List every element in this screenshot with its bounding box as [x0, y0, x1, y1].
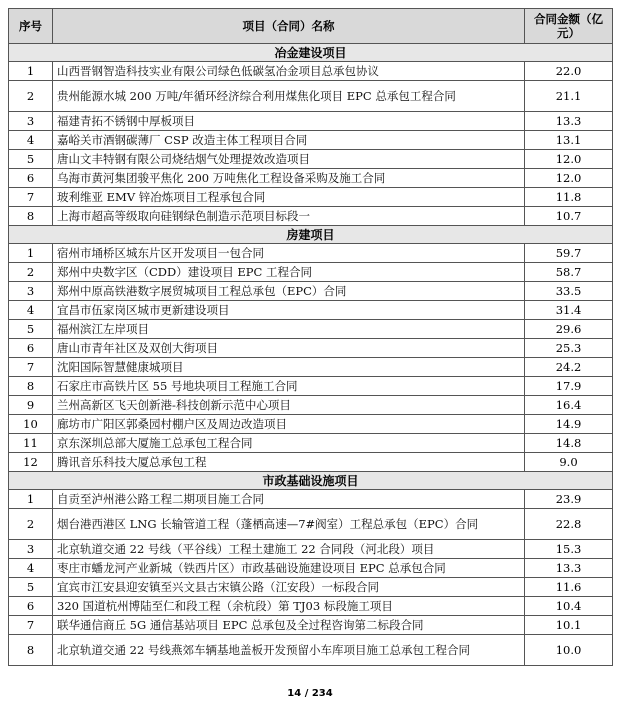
row-number: 9 [9, 396, 53, 415]
contract-amount: 13.1 [525, 131, 613, 150]
row-number: 6 [9, 339, 53, 358]
row-number: 8 [9, 207, 53, 226]
table-row [9, 358, 613, 377]
project-name: 乌海市黄河集团骏平焦化 200 万吨焦化工程设备采购及施工合同 [53, 169, 525, 188]
contract-amount: 24.2 [525, 358, 613, 377]
project-name: 廊坊市广阳区郭桑园村棚户区及周边改造项目 [53, 415, 525, 434]
contract-amount: 33.5 [525, 282, 613, 301]
table-row [9, 188, 613, 207]
contract-amount: 9.0 [525, 453, 613, 472]
contract-amount: 12.0 [525, 150, 613, 169]
row-number: 4 [9, 559, 53, 578]
contract-amount: 11.6 [525, 578, 613, 597]
table-row [9, 339, 613, 358]
project-name: 石家庄市高铁片区 55 号地块项目工程施工合同 [53, 377, 525, 396]
project-name: 嘉峪关市酒钢碳薄厂 CSP 改造主体工程项目合同 [53, 131, 525, 150]
contract-amount: 15.3 [525, 540, 613, 559]
table-row [9, 263, 613, 282]
table-row [9, 320, 613, 339]
section-title: 市政基础设施项目 [9, 472, 613, 490]
project-name: 自贡至泸州港公路工程二期项目施工合同 [53, 490, 525, 509]
contract-amount: 10.4 [525, 597, 613, 616]
project-name: 兰州高新区飞天创新港-科技创新示范中心项目 [53, 396, 525, 415]
contract-amount: 17.9 [525, 377, 613, 396]
row-number: 6 [9, 169, 53, 188]
contract-amount: 14.8 [525, 434, 613, 453]
contract-amount: 10.1 [525, 616, 613, 635]
project-name: 上海市超高等级取向硅钢绿色制造示范项目标段一 [53, 207, 525, 226]
table-row [9, 377, 613, 396]
table-row [9, 150, 613, 169]
table-row [9, 453, 613, 472]
table-body [9, 44, 613, 666]
table-row [9, 597, 613, 616]
table-row [9, 415, 613, 434]
project-name: 唐山市青年社区及双创大街项目 [53, 339, 525, 358]
contract-amount: 21.1 [525, 81, 613, 112]
row-number: 5 [9, 578, 53, 597]
table-row [9, 207, 613, 226]
table-row [9, 540, 613, 559]
row-number: 6 [9, 597, 53, 616]
table-row [9, 396, 613, 415]
contract-amount: 31.4 [525, 301, 613, 320]
table-row [9, 578, 613, 597]
project-name: 福州滨江左岸项目 [53, 320, 525, 339]
project-name: 郑州中原高铁港数字展贸城项目工程总承包（EPC）合同 [53, 282, 525, 301]
table-row [9, 559, 613, 578]
project-name: 腾讯音乐科技大厦总承包工程 [53, 453, 525, 472]
row-number: 7 [9, 616, 53, 635]
row-number: 1 [9, 62, 53, 81]
project-name: 烟台港西港区 LNG 长输管道工程（蓬栖高速—7#阀室）工程总承包（EPC）合同 [53, 509, 525, 540]
row-number: 12 [9, 453, 53, 472]
project-name: 320 国道杭州博陆至仁和段工程（余杭段）第 TJ03 标段施工项目 [53, 597, 525, 616]
project-name: 宿州市埇桥区城东片区开发项目一包合同 [53, 244, 525, 263]
contracts-table [8, 8, 613, 666]
contract-amount: 13.3 [525, 112, 613, 131]
row-number: 8 [9, 377, 53, 396]
header-name: 项目（合同）名称 [53, 9, 525, 44]
row-number: 3 [9, 540, 53, 559]
row-number: 10 [9, 415, 53, 434]
project-name: 北京轨道交通 22 号线（平谷线）工程土建施工 22 合同段（河北段）项目 [53, 540, 525, 559]
row-number: 2 [9, 81, 53, 112]
table-row [9, 509, 613, 540]
project-name: 唐山文丰特钢有限公司烧结烟气处理提效改造项目 [53, 150, 525, 169]
project-name: 宜昌市伍家岗区城市更新建设项目 [53, 301, 525, 320]
project-name: 福建青拓不锈钢中厚板项目 [53, 112, 525, 131]
project-name: 贵州能源水城 200 万吨/年循环经济综合利用煤焦化项目 EPC 总承包工程合同 [53, 81, 525, 112]
section-title: 冶金建设项目 [9, 44, 613, 62]
contract-amount: 11.8 [525, 188, 613, 207]
row-number: 2 [9, 263, 53, 282]
table-row [9, 131, 613, 150]
row-number: 1 [9, 244, 53, 263]
header-no: 序号 [9, 9, 53, 44]
row-number: 3 [9, 282, 53, 301]
table-row [9, 490, 613, 509]
table-row [9, 81, 613, 112]
section-header-row [9, 226, 613, 244]
row-number: 2 [9, 509, 53, 540]
section-title: 房建项目 [9, 226, 613, 244]
row-number: 4 [9, 301, 53, 320]
row-number: 5 [9, 150, 53, 169]
contract-amount: 10.0 [525, 635, 613, 666]
project-name: 宜宾市江安县迎安镇至兴文县古宋镇公路（江安段）一标段合同 [53, 578, 525, 597]
project-name: 京东深圳总部大厦施工总承包工程合同 [53, 434, 525, 453]
table-row [9, 62, 613, 81]
contract-amount: 58.7 [525, 263, 613, 282]
contract-amount: 12.0 [525, 169, 613, 188]
contract-amount: 59.7 [525, 244, 613, 263]
table-row [9, 635, 613, 666]
contract-amount: 29.6 [525, 320, 613, 339]
contract-amount: 22.0 [525, 62, 613, 81]
table-row [9, 616, 613, 635]
table-row [9, 434, 613, 453]
project-name: 联华通信商丘 5G 通信基站项目 EPC 总承包及全过程咨询第二标段合同 [53, 616, 525, 635]
contract-amount: 10.7 [525, 207, 613, 226]
header-row [9, 9, 613, 44]
section-header-row [9, 472, 613, 490]
contract-amount: 22.8 [525, 509, 613, 540]
row-number: 8 [9, 635, 53, 666]
contract-amount: 23.9 [525, 490, 613, 509]
project-name: 山西晋钢智造科技实业有限公司绿色低碳氢冶金项目总承包协议 [53, 62, 525, 81]
row-number: 11 [9, 434, 53, 453]
contract-amount: 25.3 [525, 339, 613, 358]
contract-amount: 14.9 [525, 415, 613, 434]
row-number: 7 [9, 358, 53, 377]
section-header-row [9, 44, 613, 62]
table-row [9, 169, 613, 188]
contract-amount: 16.4 [525, 396, 613, 415]
header-amount: 合同金额（亿元） [525, 9, 613, 44]
project-name: 沈阳国际智慧健康城项目 [53, 358, 525, 377]
row-number: 1 [9, 490, 53, 509]
page-number: 14 / 234 [287, 688, 333, 699]
row-number: 5 [9, 320, 53, 339]
project-name: 郑州中央数字区（CDD）建设项目 EPC 工程合同 [53, 263, 525, 282]
project-name: 玻利维亚 EMV 锌冶炼项目工程承包合同 [53, 188, 525, 207]
project-name: 北京轨道交通 22 号线燕郊车辆基地盖板开发预留小车库项目施工总承包工程合同 [53, 635, 525, 666]
table-row [9, 301, 613, 320]
table-row [9, 244, 613, 263]
table-row [9, 112, 613, 131]
table-row [9, 282, 613, 301]
row-number: 4 [9, 131, 53, 150]
contract-amount: 13.3 [525, 559, 613, 578]
row-number: 3 [9, 112, 53, 131]
project-name: 枣庄市蟠龙河产业新城（铁西片区）市政基础设施建设项目 EPC 总承包合同 [53, 559, 525, 578]
row-number: 7 [9, 188, 53, 207]
